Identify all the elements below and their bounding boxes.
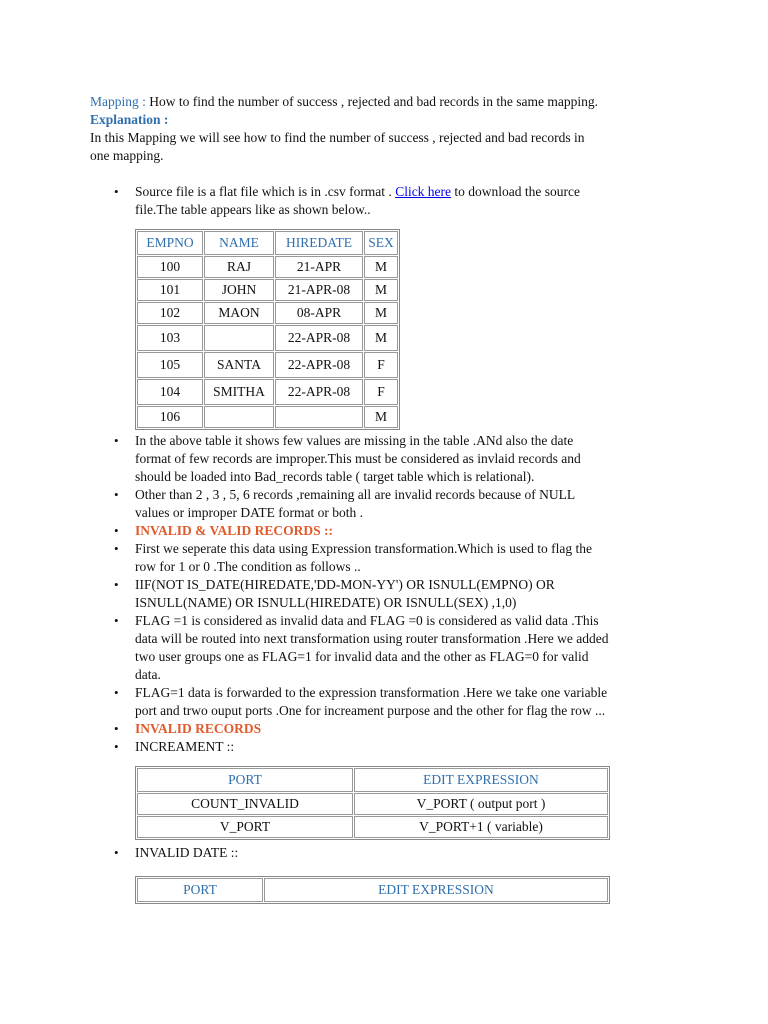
bullet-line: format of few records are improper.This must be considered as invlaid records and [135,451,581,466]
cell-name: SANTA [204,352,274,378]
source-text-after: to download the source [451,184,581,199]
cell-name: JOHN [204,279,274,301]
header-port: PORT [137,878,263,902]
header-empno: EMPNO [137,231,203,255]
intro-line-1: In this Mapping we will see how to find the number of success , rejected and bad records in [90,130,585,145]
cell-port: COUNT_INVALID [137,793,353,815]
table-row [137,325,398,351]
cell-sex: M [364,256,398,278]
mapping-label: Mapping : [90,94,146,109]
cell-sex: M [364,302,398,324]
cell-empno: 100 [137,256,203,278]
bullet-line: • INCREAMENT :: [135,739,235,754]
bullet-line: • INVALID DATE :: [135,845,239,860]
cell-hiredate: 22-APR-08 [275,352,363,378]
mapping-text: How to find the number of success , rejected and bad records in the same mapping. [145,94,598,109]
section-heading: • INVALID RECORDS [135,721,262,736]
bullet-invalid-date [90,844,690,862]
header-edit-expression: EDIT EXPRESSION [354,768,608,792]
source-bullet [90,183,690,219]
cell-hiredate: 21-APR-08 [275,279,363,301]
bullet-invalid-records [90,486,690,522]
bullet-line: should be loaded into Bad_records table ( target table which is relational). [135,469,535,484]
header-name: NAME [204,231,274,255]
source-line-2: file.The table appears like as shown below.. [135,202,371,217]
mapping-title-line [90,93,690,111]
cell-hiredate [275,406,363,428]
cell-name [204,325,274,351]
cell-hiredate: 08-APR [275,302,363,324]
table-row [137,816,608,838]
cell-sex: M [364,279,398,301]
bullet-line: two user groups one as FLAG=1 for invalid data and the other as FLAG=0 for valid [135,649,589,664]
cell-empno: 102 [137,302,203,324]
header-port: PORT [137,768,353,792]
cell-empno: 106 [137,406,203,428]
bullet-line: • First we seperate this data using Expression transformation.Which is used to flag the [135,541,593,556]
cell-expression: V_PORT ( output port ) [354,793,608,815]
click-here-link[interactable]: Click here [395,184,452,199]
header-sex: SEX [364,231,398,255]
explanation-label: Explanation : [90,112,169,127]
bullet-missing-values [90,432,690,486]
table-row [137,302,398,324]
bullet-iif-condition [90,576,690,612]
document-body [90,93,690,908]
bullet-line: values or improper DATE format or both . [135,505,363,520]
cell-name [204,406,274,428]
table-row [137,379,398,405]
header-hiredate: HIREDATE [275,231,363,255]
source-bullet-list [90,183,690,219]
bullet-line: • In the above table it shows few values are missing in the table .ANd also the date [135,433,574,448]
cell-expression: V_PORT+1 ( variable) [354,816,608,838]
table-row [137,279,398,301]
bullet-line: data will be routed into next transformation using router transformation .Here we added [135,631,609,646]
cell-sex: F [364,352,398,378]
section-heading: • INVALID & VALID RECORDS :: [135,523,334,538]
increment-table [135,766,610,840]
source-text-before: Source file is a flat file which is in .csv format . [135,184,396,199]
cell-sex: M [364,406,398,428]
cell-name: MAON [204,302,274,324]
increment-table-header [137,768,608,792]
cell-hiredate: 22-APR-08 [275,379,363,405]
bullet-line: • FLAG=1 data is forwarded to the expression transformation .Here we take one variable [135,685,608,700]
cell-name: RAJ [204,256,274,278]
table-row [137,352,398,378]
bullet-heading-invalid-valid [90,522,690,540]
source-table [135,229,400,430]
bullet-line: row for 1 or 0 .The condition as follows .. [135,559,361,574]
invalid-date-table-header [137,878,608,902]
bullet-line: • Other than 2 , 3 , 5, 6 records ,remaining all are invalid records because of NULL [135,487,576,502]
cell-hiredate: 22-APR-08 [275,325,363,351]
bullet-line: data. [135,667,161,682]
bullet-line: • FLAG =1 is considered as invalid data and FLAG =0 is considered as valid data .This [135,613,599,628]
cell-name: SMITHA [204,379,274,405]
cell-sex: F [364,379,398,405]
source-table-header [137,231,398,255]
bullet-heading-invalid-records [90,720,690,738]
cell-sex: M [364,325,398,351]
bullet-line: • IIF(NOT IS_DATE(HIREDATE,'DD-MON-YY') OR ISNULL(EMPNO) OR [135,577,555,592]
bullet-line: ISNULL(NAME) OR ISNULL(HIREDATE) OR ISNULL(SEX) ,1,0) [135,595,517,610]
invalid-date-bullet-list [90,844,690,862]
header-edit-expression: EDIT EXPRESSION [264,878,608,902]
table-row [137,406,398,428]
cell-empno: 101 [137,279,203,301]
bullet-line: port and trwo ouput ports .One for increament purpose and the other for flag the row ... [135,703,606,718]
bullet-flag-forward [90,684,690,720]
invalid-date-table [135,876,610,904]
cell-port: V_PORT [137,816,353,838]
cell-empno: 103 [137,325,203,351]
bullet-increament [90,738,690,756]
cell-empno: 104 [137,379,203,405]
table-row [137,793,608,815]
cell-hiredate: 21-APR [275,256,363,278]
bullet-expression-transformation [90,540,690,576]
table-row [137,256,398,278]
intro-line-2: one mapping. [90,148,164,163]
explanation-bullet-list [90,432,690,756]
bullet-flag-explanation [90,612,690,684]
cell-empno: 105 [137,352,203,378]
